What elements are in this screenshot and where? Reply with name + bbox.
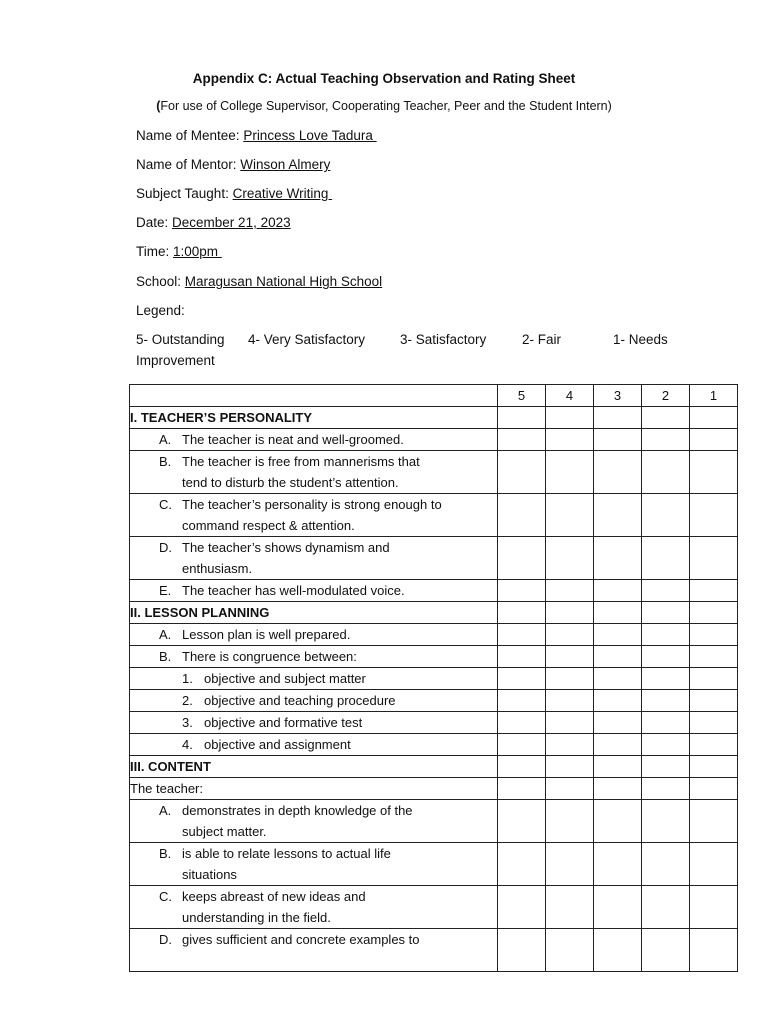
table-row	[130, 668, 738, 690]
rating-cell[interactable]	[498, 929, 546, 972]
rating-cell[interactable]	[594, 929, 642, 972]
field-school	[136, 274, 382, 289]
item-marker: B.	[159, 454, 172, 469]
rating-cell[interactable]	[594, 712, 642, 734]
rating-cell[interactable]	[642, 690, 690, 712]
item-cell	[130, 690, 498, 712]
score-header: 2	[642, 385, 690, 407]
rating-cell[interactable]	[498, 602, 546, 624]
item-marker: 2.	[182, 693, 193, 708]
rating-cell[interactable]	[642, 407, 690, 429]
rating-cell[interactable]	[498, 451, 546, 494]
table-row	[130, 429, 738, 451]
item-text: The teacher’s personality is strong enough to	[182, 497, 442, 512]
rating-cell[interactable]	[642, 580, 690, 602]
rating-cell[interactable]	[546, 624, 594, 646]
rating-cell[interactable]	[642, 929, 690, 972]
rating-cell[interactable]	[642, 429, 690, 451]
rating-cell[interactable]	[546, 690, 594, 712]
table-row	[130, 451, 738, 494]
rating-cell[interactable]	[690, 734, 738, 756]
subtitle-paren: (	[156, 99, 161, 113]
item-marker: C.	[159, 497, 172, 512]
legend-item: 3- Satisfactory	[400, 332, 487, 347]
field-value: 1:00pm	[173, 244, 222, 259]
item-text: The teacher’s shows dynamism and	[182, 540, 390, 555]
item-text: The teacher is neat and well-groomed.	[182, 432, 404, 447]
field-label: Time:	[136, 244, 173, 259]
legend-wrap: Improvement	[136, 353, 215, 368]
rating-cell[interactable]	[642, 537, 690, 580]
rating-cell[interactable]	[690, 537, 738, 580]
rating-cell[interactable]	[642, 646, 690, 668]
rating-cell[interactable]	[642, 800, 690, 843]
rating-cell[interactable]	[498, 668, 546, 690]
rating-cell[interactable]	[498, 580, 546, 602]
rating-cell[interactable]	[642, 712, 690, 734]
item-text: subject matter.	[182, 824, 267, 839]
rating-cell[interactable]	[642, 734, 690, 756]
rating-cell[interactable]	[546, 843, 594, 886]
rating-cell[interactable]	[594, 843, 642, 886]
rating-cell[interactable]	[642, 886, 690, 929]
rating-cell[interactable]	[546, 451, 594, 494]
section-title: I. TEACHER’S PERSONALITY	[130, 407, 498, 429]
rating-cell[interactable]	[498, 843, 546, 886]
rating-cell[interactable]	[642, 451, 690, 494]
rating-cell[interactable]	[642, 756, 690, 778]
document-subtitle	[0, 99, 768, 113]
field-time	[136, 244, 222, 259]
item-cell	[130, 843, 498, 886]
rating-cell[interactable]	[546, 734, 594, 756]
item-cell	[130, 668, 498, 690]
rating-cell[interactable]	[594, 494, 642, 537]
table-row	[130, 580, 738, 602]
rating-cell[interactable]	[546, 646, 594, 668]
rating-cell[interactable]	[594, 580, 642, 602]
section-title: III. CONTENT	[130, 756, 498, 778]
header-blank-cell	[130, 385, 498, 407]
rating-cell[interactable]	[546, 494, 594, 537]
rating-cell[interactable]	[594, 646, 642, 668]
item-marker: 4.	[182, 737, 193, 752]
field-value: Princess Love Tadura	[243, 128, 377, 143]
item-text: tend to disturb the student’s attention.	[182, 475, 399, 490]
rating-cell[interactable]	[690, 690, 738, 712]
item-text: objective and formative test	[204, 715, 363, 730]
field-value: December 21, 2023	[172, 215, 291, 230]
table-row	[130, 778, 738, 800]
rating-cell[interactable]	[642, 494, 690, 537]
subtitle-text: For use of College Supervisor, Cooperating Teacher, Peer and the Student Intern)	[160, 99, 612, 113]
legend-item: 2- Fair	[522, 332, 562, 347]
rating-cell[interactable]	[690, 843, 738, 886]
field-label: Subject Taught:	[136, 186, 233, 201]
rating-cell[interactable]	[690, 429, 738, 451]
rating-cell[interactable]	[690, 886, 738, 929]
section-row	[130, 756, 738, 778]
field-label: Date:	[136, 215, 173, 230]
item-cell	[130, 712, 498, 734]
item-cell	[130, 580, 498, 602]
item-text: The teacher is free from mannerisms that	[182, 454, 420, 469]
item-text: The teacher has well-modulated voice.	[182, 583, 405, 598]
rating-table	[129, 384, 738, 972]
rating-cell[interactable]	[546, 886, 594, 929]
legend-item: 1- Needs	[613, 332, 668, 347]
rating-cell[interactable]	[546, 407, 594, 429]
rating-cell[interactable]	[546, 668, 594, 690]
rating-cell[interactable]	[690, 668, 738, 690]
rating-cell[interactable]	[546, 429, 594, 451]
rating-cell[interactable]	[594, 624, 642, 646]
rating-cell[interactable]	[498, 646, 546, 668]
item-marker: D.	[159, 540, 172, 555]
table-row	[130, 843, 738, 886]
rating-cell[interactable]	[690, 407, 738, 429]
score-header: 4	[546, 385, 594, 407]
rating-cell[interactable]	[690, 712, 738, 734]
rating-cell[interactable]	[690, 494, 738, 537]
item-cell	[130, 886, 498, 929]
item-cell	[130, 646, 498, 668]
rating-cell[interactable]	[594, 602, 642, 624]
rating-cell[interactable]	[690, 624, 738, 646]
rating-cell[interactable]	[498, 778, 546, 800]
field-value: Maragusan National High School	[184, 274, 383, 289]
rating-cell[interactable]	[690, 451, 738, 494]
table-row	[130, 646, 738, 668]
table-row	[130, 886, 738, 929]
item-text: objective and teaching procedure	[204, 693, 396, 708]
item-text: keeps abreast of new ideas and	[182, 889, 366, 904]
field-date	[136, 215, 291, 230]
legend-item: 5- Outstanding	[136, 332, 225, 347]
intro-cell: The teacher:	[130, 778, 498, 800]
item-text: objective and assignment	[204, 737, 351, 752]
table-row	[130, 734, 738, 756]
rating-cell[interactable]	[594, 451, 642, 494]
rating-cell[interactable]	[546, 756, 594, 778]
item-text: demonstrates in depth knowledge of the	[182, 803, 413, 818]
rating-cell[interactable]	[642, 624, 690, 646]
rating-cell[interactable]	[642, 602, 690, 624]
score-header: 5	[498, 385, 546, 407]
legend-label: Legend:	[136, 303, 185, 318]
rating-cell[interactable]	[498, 690, 546, 712]
rating-cell[interactable]	[642, 778, 690, 800]
field-value: Creative Writing	[232, 186, 333, 201]
item-marker: B.	[159, 649, 172, 664]
item-marker: 3.	[182, 715, 193, 730]
item-text: There is congruence between:	[182, 649, 357, 664]
rating-cell[interactable]	[498, 886, 546, 929]
field-label: School:	[136, 274, 185, 289]
rating-cell[interactable]	[498, 734, 546, 756]
table-header-row	[130, 385, 738, 407]
rating-cell[interactable]	[594, 886, 642, 929]
rating-cell[interactable]	[546, 800, 594, 843]
table-row	[130, 624, 738, 646]
field-mentor	[136, 157, 330, 172]
rating-cell[interactable]	[546, 712, 594, 734]
rating-cell[interactable]	[594, 756, 642, 778]
rating-cell[interactable]	[594, 429, 642, 451]
item-cell	[130, 451, 498, 494]
rating-cell[interactable]	[690, 646, 738, 668]
item-cell	[130, 624, 498, 646]
item-text: gives sufficient and concrete examples to	[182, 932, 420, 947]
rating-cell[interactable]	[498, 756, 546, 778]
section-row	[130, 602, 738, 624]
item-marker: C.	[159, 889, 172, 904]
item-cell	[130, 929, 498, 972]
score-header: 3	[594, 385, 642, 407]
rating-cell[interactable]	[690, 778, 738, 800]
item-marker: A.	[159, 803, 172, 818]
rating-cell[interactable]	[546, 929, 594, 972]
item-marker: A.	[159, 627, 172, 642]
rating-cell[interactable]	[690, 756, 738, 778]
table-row	[130, 690, 738, 712]
rating-cell[interactable]	[546, 602, 594, 624]
rating-cell[interactable]	[498, 429, 546, 451]
field-label: Name of Mentee:	[136, 128, 244, 143]
legend-item: 4- Very Satisfactory	[248, 332, 366, 347]
table-row	[130, 929, 738, 972]
rating-cell[interactable]	[690, 929, 738, 972]
item-cell	[130, 429, 498, 451]
rating-cell[interactable]	[498, 800, 546, 843]
rating-cell[interactable]	[594, 668, 642, 690]
item-text: understanding in the field.	[182, 910, 331, 925]
rating-cell[interactable]	[594, 734, 642, 756]
rating-cell[interactable]	[594, 407, 642, 429]
rating-cell[interactable]	[594, 778, 642, 800]
field-subject	[136, 186, 332, 201]
item-text: objective and subject matter	[204, 671, 366, 686]
rating-cell[interactable]	[498, 624, 546, 646]
item-text: enthusiasm.	[182, 561, 253, 576]
rating-cell[interactable]	[594, 690, 642, 712]
rating-cell[interactable]	[690, 800, 738, 843]
section-title: II. LESSON PLANNING	[130, 602, 498, 624]
field-mentee	[136, 128, 377, 143]
field-value: Winson Almery	[240, 157, 331, 172]
item-marker: E.	[159, 583, 172, 598]
rating-cell[interactable]	[690, 580, 738, 602]
item-text: situations	[182, 867, 237, 882]
table-row	[130, 494, 738, 537]
item-marker: B.	[159, 846, 172, 861]
section-row	[130, 407, 738, 429]
field-label: Name of Mentor:	[136, 157, 241, 172]
rating-cell[interactable]	[498, 537, 546, 580]
item-cell	[130, 734, 498, 756]
rating-cell[interactable]	[546, 778, 594, 800]
rating-cell[interactable]	[498, 407, 546, 429]
item-marker: D.	[159, 932, 172, 947]
rating-cell[interactable]	[498, 494, 546, 537]
item-cell	[130, 800, 498, 843]
item-text: is able to relate lessons to actual life	[182, 846, 391, 861]
rating-cell[interactable]	[498, 712, 546, 734]
document-title: Appendix C: Actual Teaching Observation and Rating Sheet	[192, 71, 576, 86]
score-header: 1	[690, 385, 738, 407]
rating-cell[interactable]	[546, 537, 594, 580]
rating-cell[interactable]	[642, 668, 690, 690]
item-text: command respect & attention.	[182, 518, 355, 533]
item-marker: 1.	[182, 671, 193, 686]
item-marker: A.	[159, 432, 172, 447]
table-row	[130, 800, 738, 843]
item-text: Lesson plan is well prepared.	[182, 627, 351, 642]
rating-cell[interactable]	[642, 843, 690, 886]
rating-cell[interactable]	[594, 537, 642, 580]
rating-cell[interactable]	[546, 580, 594, 602]
rating-cell[interactable]	[594, 800, 642, 843]
table-row	[130, 537, 738, 580]
item-cell	[130, 537, 498, 580]
item-cell	[130, 494, 498, 537]
rating-cell[interactable]	[690, 602, 738, 624]
table-row	[130, 712, 738, 734]
